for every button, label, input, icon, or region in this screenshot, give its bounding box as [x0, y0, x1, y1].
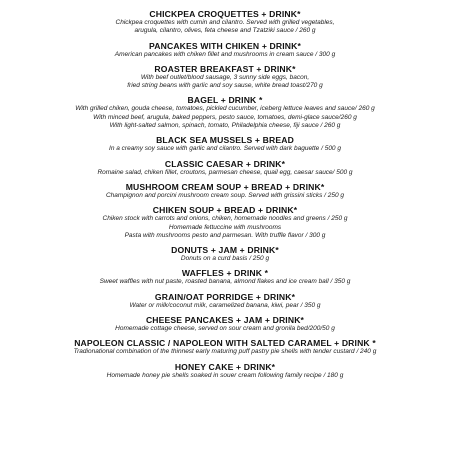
menu-item-title: CHICKPEA CROQUETTES + DRINK*: [149, 9, 301, 19]
menu-item-description: With light-salted salmon, spinach, tomato, Philadelphia cheese, fiji sauce / 260 g: [109, 122, 341, 130]
menu-item-description: Champignon and porcini mushroom cream soup. Served with grissini sticks / 250 g: [105, 191, 345, 199]
menu-item-description: With minced beef, arugula, baked peppers, pesto sauce, tomatoes, demi-glace sauce/260 g: [93, 113, 357, 121]
menu-item-cheese-pancakes: [0, 315, 450, 333]
menu-item-grain-oat-porridge: [0, 292, 450, 310]
menu-item-description: With grilled chiken, gouda cheese, tomatoes, pickled cucumber, iceberg lettuce leaves and sauce/ 260 g: [75, 105, 375, 113]
menu-item-honey-cake: [0, 362, 450, 380]
menu-item-pancakes-with-chiken: [0, 41, 450, 59]
menu-item-title: ROASTER BREAKFAST + DRINK*: [154, 63, 296, 74]
menu-item-title: BLACK SEA MUSSELS + BREAD: [156, 135, 294, 146]
menu-item-description: Donuts on a curd basis / 250 g: [180, 255, 270, 263]
menu-item-classic-caesar: [0, 159, 450, 177]
menu-item-description: In a creamy soy sauce with garlic and cilantro. Served with dark baguette / 500 g: [109, 145, 341, 153]
menu-item-waffles: [0, 268, 450, 286]
menu-item-mushroom-cream-soup: [0, 182, 450, 200]
menu-item-title: BAGEL + DRINK *: [187, 95, 263, 106]
menu-item-description: Romaine salad, chiken fillet, croutons, parmesan cheese, quail egg, caesar sauce/ 500 g: [97, 168, 353, 176]
menu-item-description: Water or milk/coconut milk, caramelized banana, kiwi, pear / 350 g: [129, 301, 321, 309]
menu-item-description: Sweet waffles with nut paste, roasted banana, almond flakes and ice cream ball / 350 g: [99, 278, 351, 286]
menu-item-title: GRAIN/OAT PORRIDGE + DRINK*: [154, 291, 296, 302]
menu-item-description: With beef outlet/blood sausage, 3 sunny side eggs, bacon,: [140, 73, 310, 81]
menu-item-title: DONUTS + JAM + DRINK*: [171, 245, 279, 256]
menu-item-description: American pancakes with chiken fillet and mushrooms in cream sauce / 300 g: [114, 50, 336, 58]
menu-item-title: CHEESE PANCAKES + JAM + DRINK*: [145, 315, 305, 326]
menu-item-description: Homemade honey pie shells soaked in souer cream following family recipe / 180 g: [106, 371, 344, 379]
menu-item-title: CHIKEN SOUP + BREAD + DRINK*: [152, 205, 298, 216]
menu-item-black-sea-mussels: [0, 135, 450, 153]
menu-item-title: PANCAKES WITH CHIKEN + DRINK*: [149, 40, 301, 51]
menu-item-donuts: [0, 245, 450, 263]
menu-item-description: Pasta with mushrooms pesto and parmesan. With truffle flavor / 300 g: [124, 231, 326, 239]
menu-item-description: fried string beans with garlic and soy sause, white bread toast/270 g: [127, 82, 323, 90]
menu-item-title: MUSHROOM CREAM SOUP + BREAD + DRINK*: [125, 181, 325, 192]
menu-item-bagel: [0, 95, 450, 130]
menu-item-napoleon: [0, 338, 450, 356]
menu-item-chickpea-croquettes: [0, 9, 450, 36]
menu-item-description: Tradionational combination of the thinnest early maturing puff pastry pie shells with tender custard / 240 g: [73, 348, 377, 356]
menu-item-description: Chickpea croquettes with cumin and cilantro. Served with grilled vegetables,: [115, 19, 335, 26]
menu-item-description: Chiken stock with carrots and onions, chiken, homemade noodles and greens / 250 g: [102, 215, 348, 223]
menu-item-description: Homemade fettuccine with mushrooms: [168, 223, 282, 231]
menu-item-title: CLASSIC CAESAR + DRINK*: [164, 158, 286, 169]
menu-item-description: Homemade cottage cheese, served on sour cream and gronila bed/200/50 g: [115, 325, 335, 333]
menu-item-title: NAPOLEON CLASSIC / NAPOLEON WITH SALTED CARAMEL + DRINK *: [74, 338, 376, 349]
menu-item-roaster-breakfast: [0, 64, 450, 91]
menu-item-chiken-soup: [0, 205, 450, 240]
menu-item-title: HONEY CAKE + DRINK*: [174, 361, 276, 372]
cut-off-previous-text: [0, 0, 450, 4]
menu-item-description: arugula, cilantro, olives, feta cheese and Tzatziki sauce / 260 g: [134, 27, 316, 35]
menu-item-title: WAFFLES + DRINK *: [181, 268, 269, 279]
